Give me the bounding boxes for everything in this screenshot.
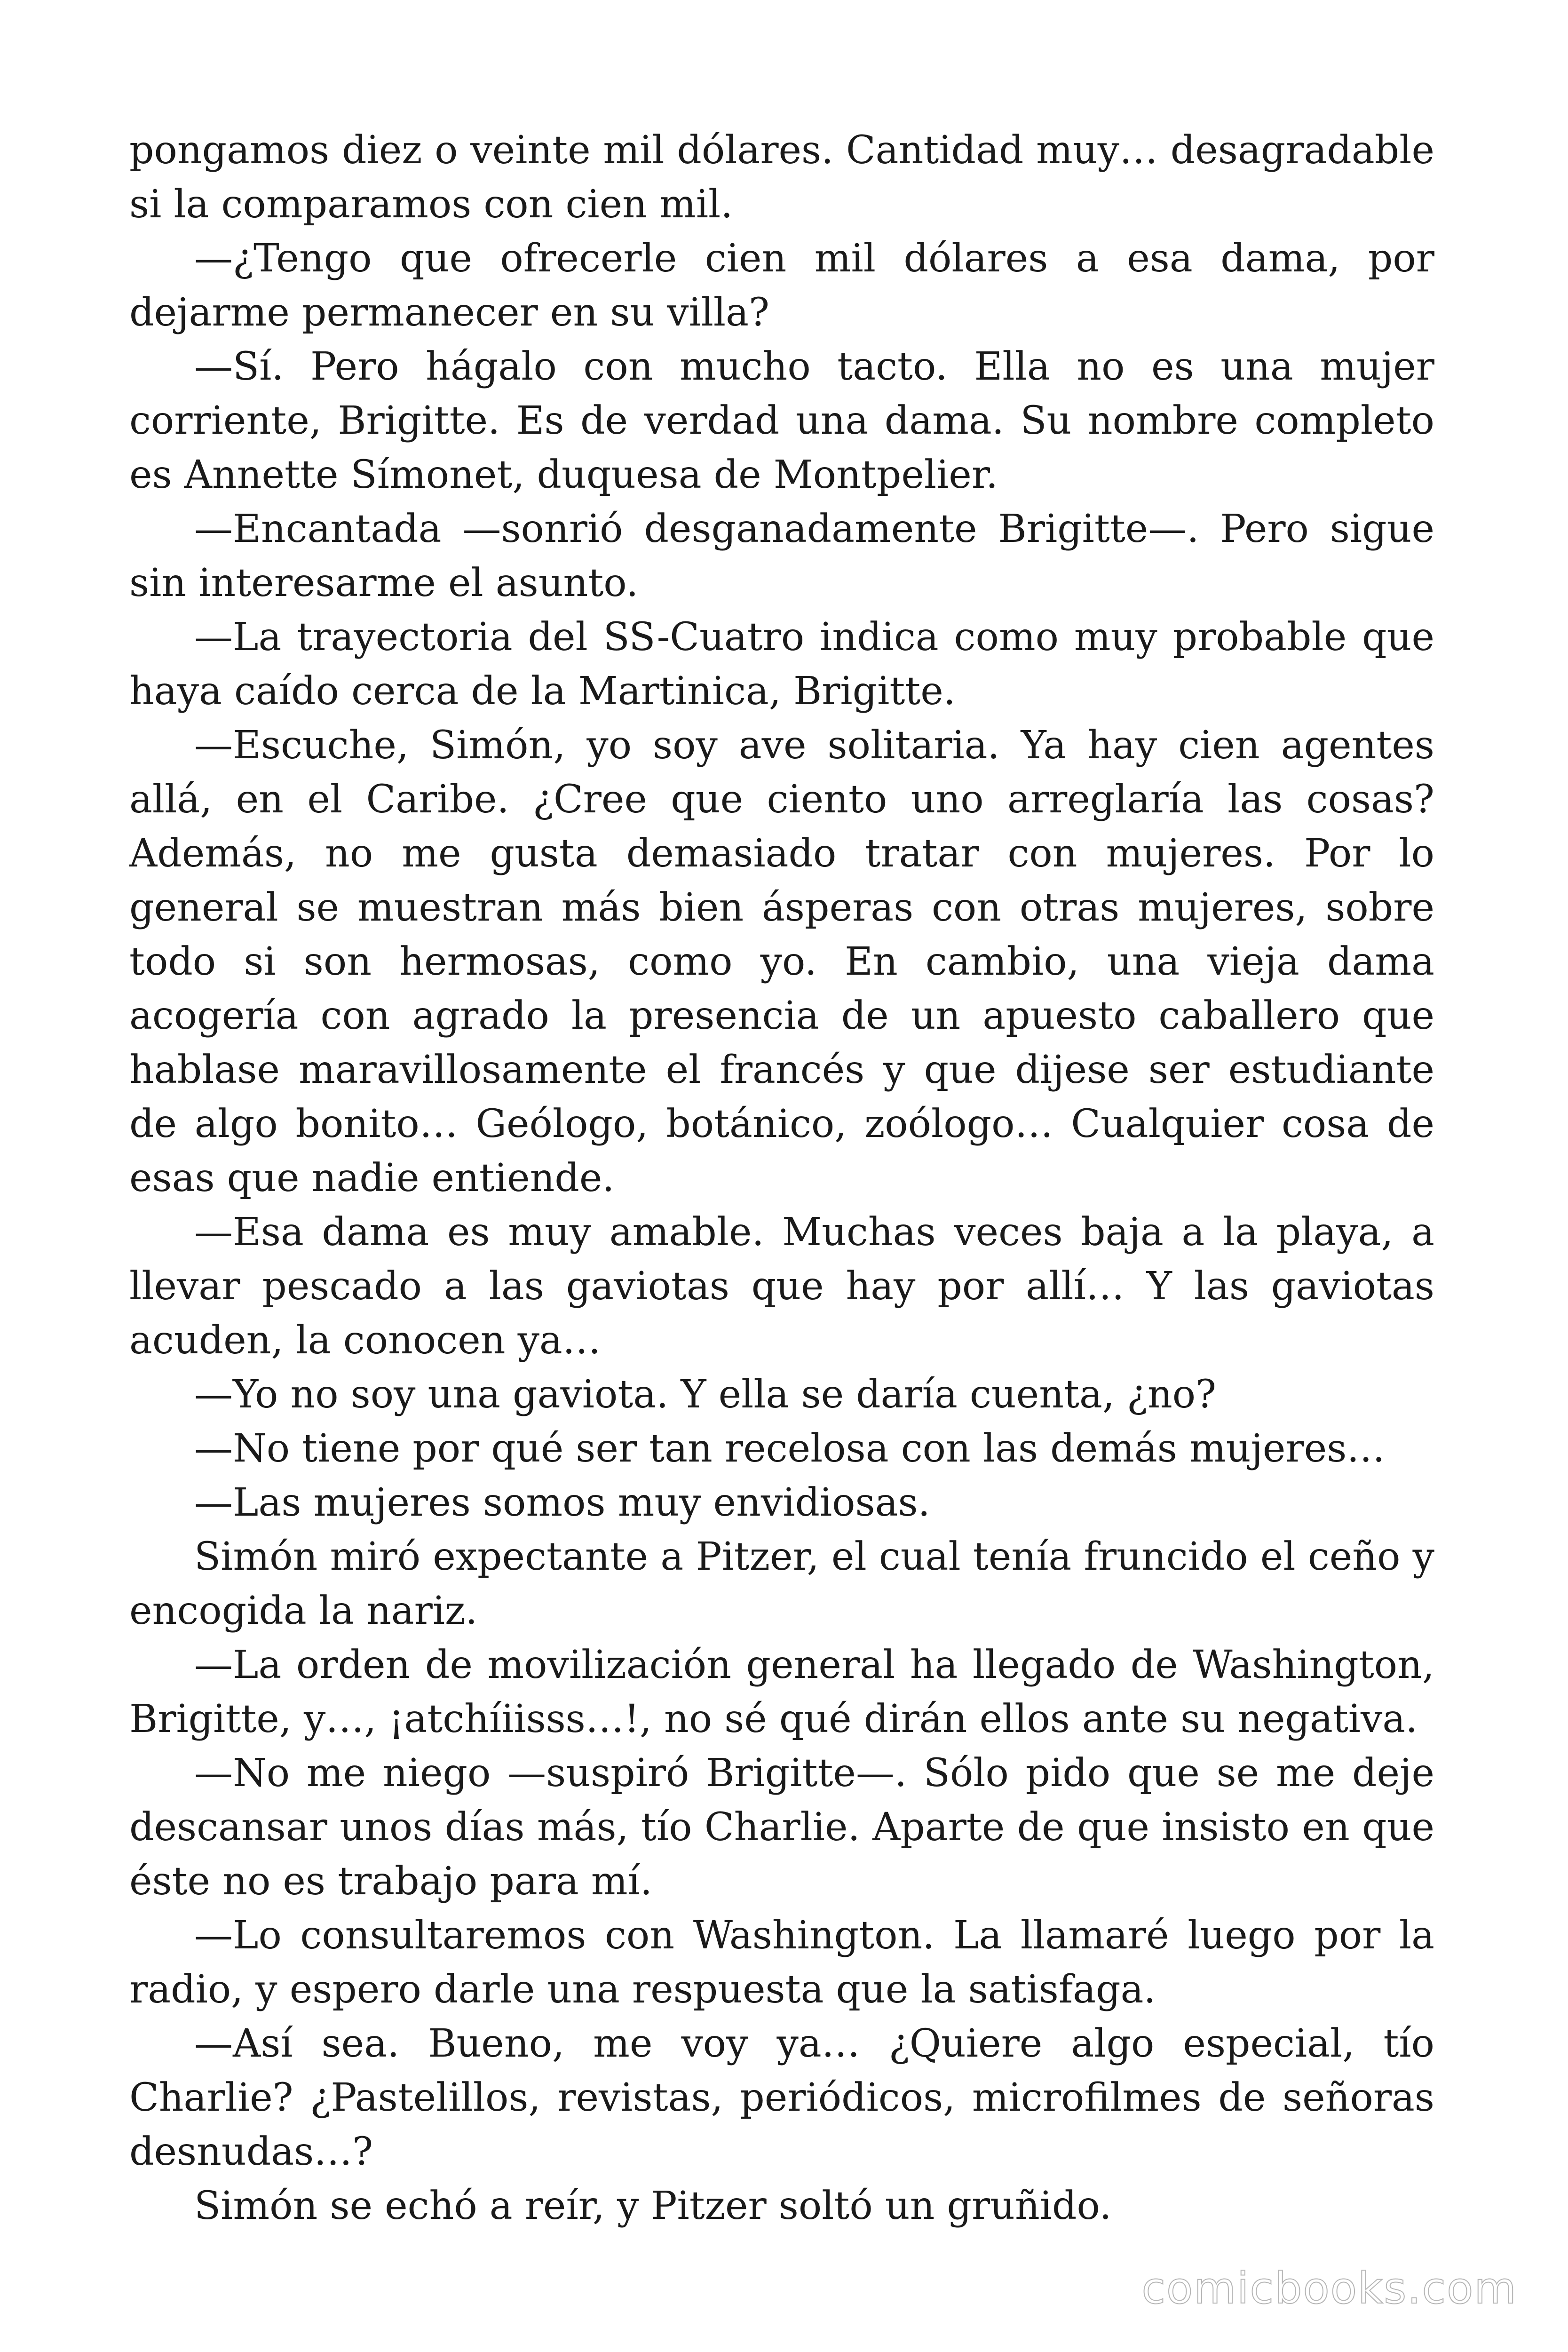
paragraph: —No tiene por qué ser tan recelosa con las demás mujeres… [194, 1426, 1386, 1471]
paragraph: —Escuche, Simón, yo soy ave solitaria. Ya hay cien agentes allá, en el Caribe. ¿Cree que ciento uno arreglaría las cosas? Además, no me gusta demasiado tratar con mujeres. Por lo general se muestran más bien ásperas con otras mujeres, sobre todo si son hermosas, como yo. En cambio, una vieja dama acogería con agrado la presencia de un apuesto caballero que hablase maravillosamente el francés y que dijese ser estudiante de algo bonito… Geólogo, botánico, zoólogo… Cualquier cosa de esas que nadie entiende. [129, 723, 1434, 1200]
paragraph: —No me niego —suspiró Brigitte—. Sólo pido que se me deje descansar unos días más, tío Charlie. Aparte de que insisto en que éste no es trabajo para mí. [129, 1751, 1434, 1904]
paragraph: —Las mujeres somos muy envidiosas. [194, 1480, 930, 1525]
paragraph: —¿Tengo que ofrecerle cien mil dólares a esa dama, por dejarme permanecer en su villa? [129, 236, 1434, 335]
paragraph: —La trayectoria del SS-Cuatro indica como muy probable que haya caído cerca de la Martinica, Brigitte. [129, 615, 1434, 714]
paragraph: —Esa dama es muy amable. Muchas veces baja a la playa, a llevar pescado a las gaviotas que hay por allí… Y las gaviotas acuden, la conocen ya… [129, 1210, 1434, 1363]
paragraph: —Encantada —sonrió desganadamente Brigitte—. Pero sigue sin interesarme el asunto. [129, 507, 1434, 605]
paragraph: —La orden de movilización general ha llegado de Washington, Brigitte, y…, ¡atchíiisss…!, no sé qué dirán ellos ante su negativa. [129, 1643, 1434, 1741]
paragraph: —Lo consultaremos con Washington. La llamaré luego por la radio, y espero darle una respuesta que la satisfaga. [129, 1913, 1434, 2012]
paragraph: Simón se echó a reír, y Pitzer soltó un gruñido. [194, 2184, 1112, 2228]
paragraph: —Así sea. Bueno, me voy ya… ¿Quiere algo especial, tío Charlie? ¿Pastelillos, revistas, periódicos, microfilmes de señoras desnudas…? [129, 2021, 1434, 2174]
page-body [129, 123, 1434, 2233]
paragraph: —Sí. Pero hágalo con mucho tacto. Ella no es una mujer corriente, Brigitte. Es de verdad una dama. Su nombre completo es Annette Símonet, duquesa de Montpelier. [129, 344, 1434, 497]
paragraph: Simón miró expectante a Pitzer, el cual tenía fruncido el ceño y encogida la nariz. [129, 1534, 1434, 1633]
watermark: comicbooks.com [1141, 2263, 1517, 2313]
paragraph: —Yo no soy una gaviota. Y ella se daría cuenta, ¿no? [194, 1372, 1217, 1417]
paragraph: pongamos diez o veinte mil dólares. Cantidad muy… desagradable si la comparamos con cien mil. [129, 128, 1434, 227]
